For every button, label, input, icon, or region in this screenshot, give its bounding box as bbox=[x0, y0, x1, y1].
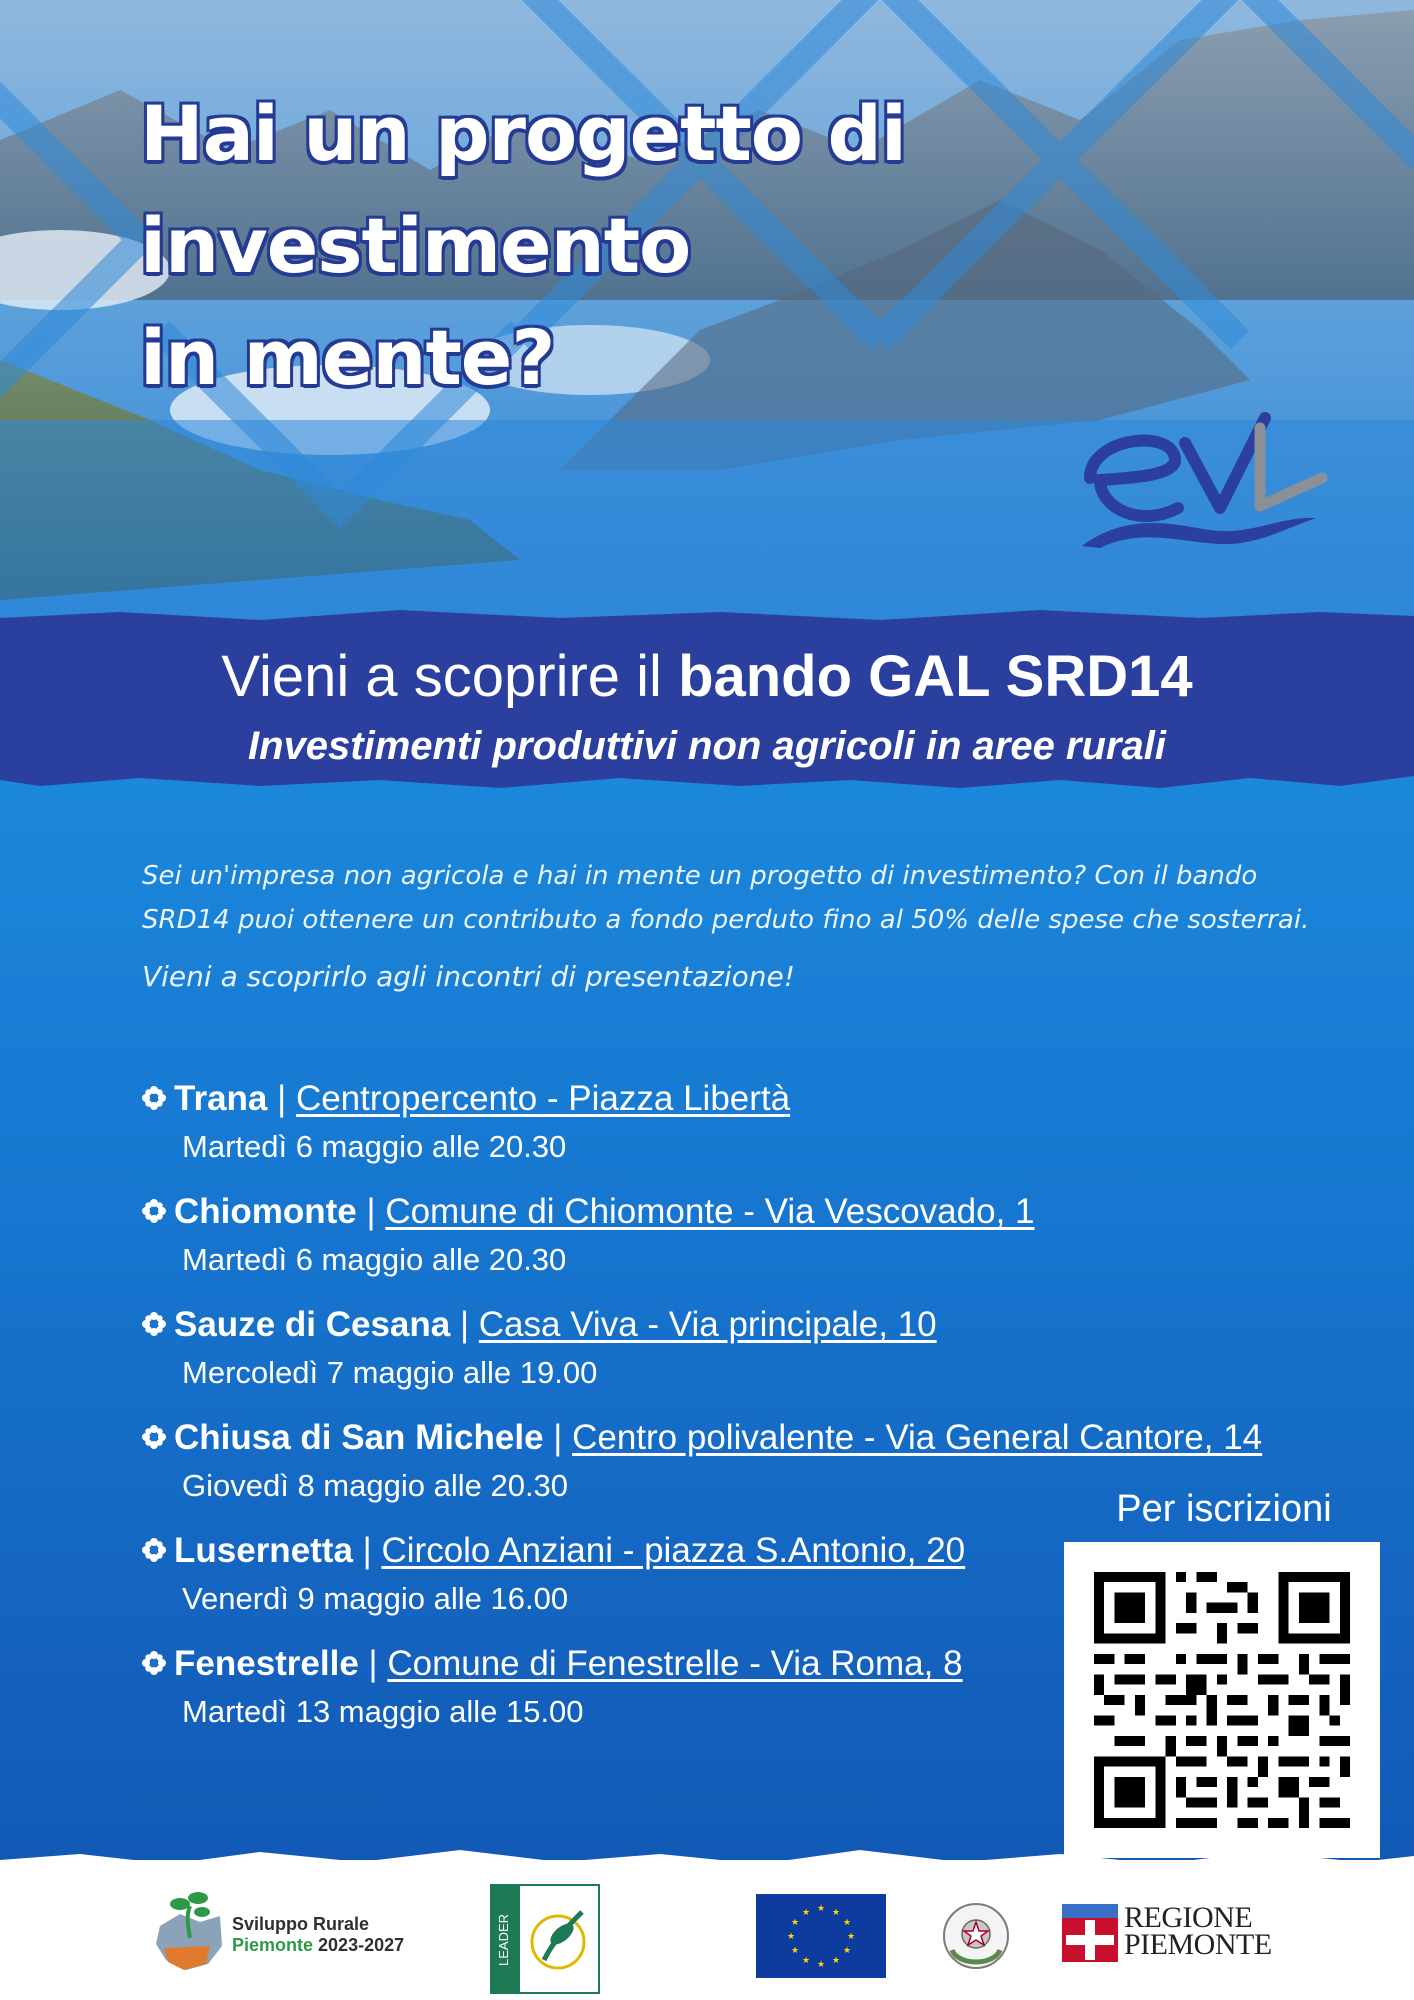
sviluppo-line1: Sviluppo Rurale bbox=[232, 1914, 370, 1934]
band-title bbox=[0, 640, 1414, 714]
sviluppo-rurale-logo bbox=[150, 1886, 230, 1976]
event-header bbox=[140, 1413, 1340, 1463]
regione-piemonte-text bbox=[1124, 1901, 1272, 1961]
svg-text:★: ★ bbox=[842, 1918, 852, 1928]
event-town: Sauze di Cesana bbox=[174, 1305, 451, 1344]
event-header bbox=[140, 1074, 1340, 1124]
sviluppo-line2 bbox=[232, 1935, 404, 1956]
snowflake-icon bbox=[140, 1649, 168, 1677]
band-title-regular: Vieni a scoprire il bbox=[221, 644, 679, 709]
event-separator: | bbox=[450, 1305, 479, 1344]
leader-label: LEADER bbox=[496, 1913, 511, 1967]
band-subtitle: Investimenti produttivi non agricoli in aree rurali bbox=[248, 724, 1166, 768]
regione-line2: PIEMONTE bbox=[1124, 1928, 1272, 1961]
sviluppo-years: 2023-2027 bbox=[313, 1935, 405, 1955]
headline bbox=[140, 78, 906, 414]
event-item bbox=[140, 1074, 1340, 1187]
svg-text:★: ★ bbox=[801, 1908, 811, 1918]
event-datetime: Martedì 6 maggio alle 20.30 bbox=[182, 1129, 567, 1164]
event-location-link[interactable]: Circolo Anziani - piazza S.Antonio, 20 bbox=[381, 1531, 966, 1570]
snowflake-icon bbox=[140, 1197, 168, 1225]
event-header bbox=[140, 1300, 1340, 1350]
svg-text:★: ★ bbox=[790, 1918, 800, 1928]
svg-text:★: ★ bbox=[816, 1904, 826, 1914]
event-separator: | bbox=[267, 1079, 296, 1118]
event-header bbox=[140, 1187, 1340, 1237]
sviluppo-rurale-text bbox=[232, 1914, 404, 1956]
snowflake-icon bbox=[140, 1084, 168, 1112]
event-town: Lusernetta bbox=[174, 1531, 353, 1570]
event-datetime: Martedì 13 maggio alle 15.00 bbox=[182, 1694, 584, 1729]
snowflake-icon bbox=[140, 1536, 168, 1564]
event-town: Chiomonte bbox=[174, 1192, 357, 1231]
svg-text:★: ★ bbox=[831, 1956, 841, 1966]
registration-qr-code[interactable] bbox=[1064, 1542, 1380, 1858]
intro-paragraph: Sei un'impresa non agricola e hai in mente un progetto di investimento? Con il bando SRD14 puoi ottenere un contributo a fondo perduto fino al 50% delle spese che sosterrai. bbox=[142, 861, 1310, 935]
event-separator: | bbox=[352, 1531, 382, 1570]
event-datetime: Giovedì 8 maggio alle 20.30 bbox=[182, 1468, 569, 1503]
svg-text:★: ★ bbox=[801, 1956, 811, 1966]
event-datetime: Mercoledì 7 maggio alle 19.00 bbox=[182, 1355, 598, 1390]
svg-text:★: ★ bbox=[831, 1908, 841, 1918]
regione-line1: REGIONE bbox=[1124, 1901, 1253, 1934]
event-separator: | bbox=[356, 1192, 386, 1231]
svg-text:★: ★ bbox=[842, 1946, 852, 1956]
event-location-link[interactable]: Comune di Fenestrelle - Via Roma, 8 bbox=[387, 1644, 963, 1683]
sviluppo-region: Piemonte bbox=[232, 1935, 314, 1955]
event-separator: | bbox=[543, 1418, 573, 1457]
intro-cta: Vieni a scoprirlo agli incontri di presentazione! bbox=[142, 960, 795, 993]
event-town: Trana bbox=[174, 1079, 268, 1118]
headline-line-1: Hai un progetto di bbox=[140, 89, 906, 178]
snowflake-icon bbox=[140, 1423, 168, 1451]
event-location-link[interactable]: Casa Viva - Via principale, 10 bbox=[478, 1305, 937, 1344]
event-town: Chiusa di San Michele bbox=[174, 1418, 544, 1457]
regione-piemonte-shield bbox=[1062, 1904, 1118, 1962]
svg-text:★: ★ bbox=[786, 1932, 796, 1942]
event-datetime: Venerdì 9 maggio alle 16.00 bbox=[182, 1581, 569, 1616]
event-location-link[interactable]: Comune di Chiomonte - Via Vescovado, 1 bbox=[385, 1192, 1035, 1231]
qr-code-icon bbox=[1094, 1572, 1350, 1828]
event-item bbox=[140, 1187, 1340, 1300]
leaf-icon bbox=[526, 1900, 592, 1978]
band-title-bold: bando GAL SRD14 bbox=[678, 644, 1193, 709]
registration-label: Per iscrizioni bbox=[1116, 1488, 1332, 1530]
event-location-link[interactable]: Centropercento - Piazza Libertà bbox=[295, 1079, 791, 1118]
italian-republic-emblem bbox=[938, 1896, 1014, 1978]
band-text bbox=[0, 640, 1414, 774]
event-location-link[interactable]: Centro polivalente - Via General Cantore, 14 bbox=[572, 1418, 1263, 1457]
svg-text:★: ★ bbox=[790, 1946, 800, 1956]
headline-line-3: in mente? bbox=[140, 313, 555, 402]
svg-text:★: ★ bbox=[846, 1932, 856, 1942]
event-datetime: Martedì 6 maggio alle 20.30 bbox=[182, 1242, 567, 1277]
headline-line-2: investimento bbox=[140, 201, 691, 290]
leader-logo bbox=[490, 1884, 600, 1994]
svg-text:★: ★ bbox=[816, 1960, 826, 1970]
snowflake-icon bbox=[140, 1310, 168, 1338]
event-item bbox=[140, 1300, 1340, 1413]
evl-logo bbox=[1060, 398, 1340, 568]
event-separator: | bbox=[358, 1644, 388, 1683]
event-town: Fenestrelle bbox=[174, 1644, 359, 1683]
eu-flag-icon bbox=[756, 1894, 886, 1978]
